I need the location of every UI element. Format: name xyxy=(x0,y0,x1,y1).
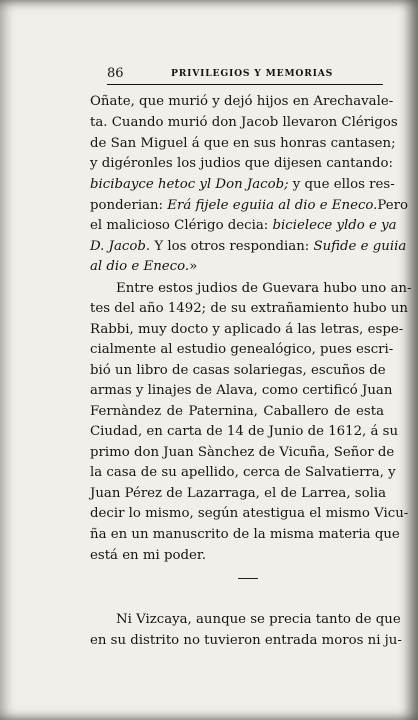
italic-phrase: Sufide e guiia xyxy=(313,239,407,254)
text-line xyxy=(90,260,197,273)
line-text: el malicioso Clérigo decia: xyxy=(90,218,273,233)
text-line: Rabbi, muy docto y aplicado á las letras, espe- xyxy=(90,322,404,337)
text-line: Fernàndez de Paternina, Caballero de esta xyxy=(90,404,384,419)
text-line xyxy=(90,115,398,130)
text-line xyxy=(90,156,393,171)
page-header xyxy=(107,62,383,85)
line-text: ta. Cuando murió don Jacob llevaron Clérigos xyxy=(90,115,398,130)
text-line: primo don Juan Sànchez de Vicuña, Señor de xyxy=(90,445,395,460)
text-line: tes del año 1492; de su extrañamiento hubo un xyxy=(90,301,408,316)
line-text: de San Miguel á que en sus honras cantasen; xyxy=(90,136,396,151)
text-line: ña en un manuscrito de la misma materia que xyxy=(90,527,400,542)
italic-phrase: bicielece yldo e ya xyxy=(272,218,397,233)
text-line xyxy=(90,178,395,191)
line-text: » xyxy=(189,259,198,274)
text-line: Entre estos judios de Guevara hubo uno an- xyxy=(116,281,412,296)
line-text: Y los otros respondian: xyxy=(150,239,314,254)
text-line: la casa de su apellido, cerca de Salvatierra, y xyxy=(90,465,396,480)
text-line: Ni Vizcaya, aunque se precia tanto de que xyxy=(116,612,401,627)
running-title: PRIVILEGIOS Y MEMORIAS xyxy=(171,68,334,79)
text-line: cialmente al estudio genealógico, pues escri- xyxy=(90,342,394,357)
text-line xyxy=(90,136,396,151)
text-line xyxy=(90,199,408,212)
text-line: en su distrito no tuvieron entrada moros ni ju- xyxy=(90,633,402,648)
text-line: Ciudad, en carta de 14 de Junio de 1612, á su xyxy=(90,424,399,439)
line-text: Oñate, que murió y dejó hijos en Arechavale- xyxy=(90,94,394,109)
text-line xyxy=(90,219,397,232)
text-line: está en mi poder. xyxy=(90,548,206,563)
text-line: armas y linajes de Alava, como certificó Juan xyxy=(90,383,393,398)
line-text: y que ellos res- xyxy=(288,177,395,192)
italic-phrase: Erá fijele eguiia al dio e Eneco. xyxy=(167,198,378,213)
line-text: Pero xyxy=(377,198,408,213)
text-line: Juan Pérez de Lazarraga, el de Larrea, solia xyxy=(90,486,387,501)
italic-phrase: D. Jacob. xyxy=(90,239,151,254)
italic-phrase: al dio e Eneco. xyxy=(90,259,190,274)
text-line: bió un libro de casas solariegas, escuños de xyxy=(90,363,386,378)
italic-phrase: bicibayce hetoc yl Don Jacob; xyxy=(90,177,289,192)
text-line xyxy=(90,240,406,253)
line-text: ponderian: xyxy=(90,198,168,213)
line-text: y digéronles los judios que dijesen cantando: xyxy=(90,156,393,171)
text-line xyxy=(90,94,394,109)
page-number: 86 xyxy=(107,66,124,81)
text-line: decir lo mismo, según atestigua el mismo Vicu- xyxy=(90,506,409,521)
section-separator xyxy=(238,578,258,579)
